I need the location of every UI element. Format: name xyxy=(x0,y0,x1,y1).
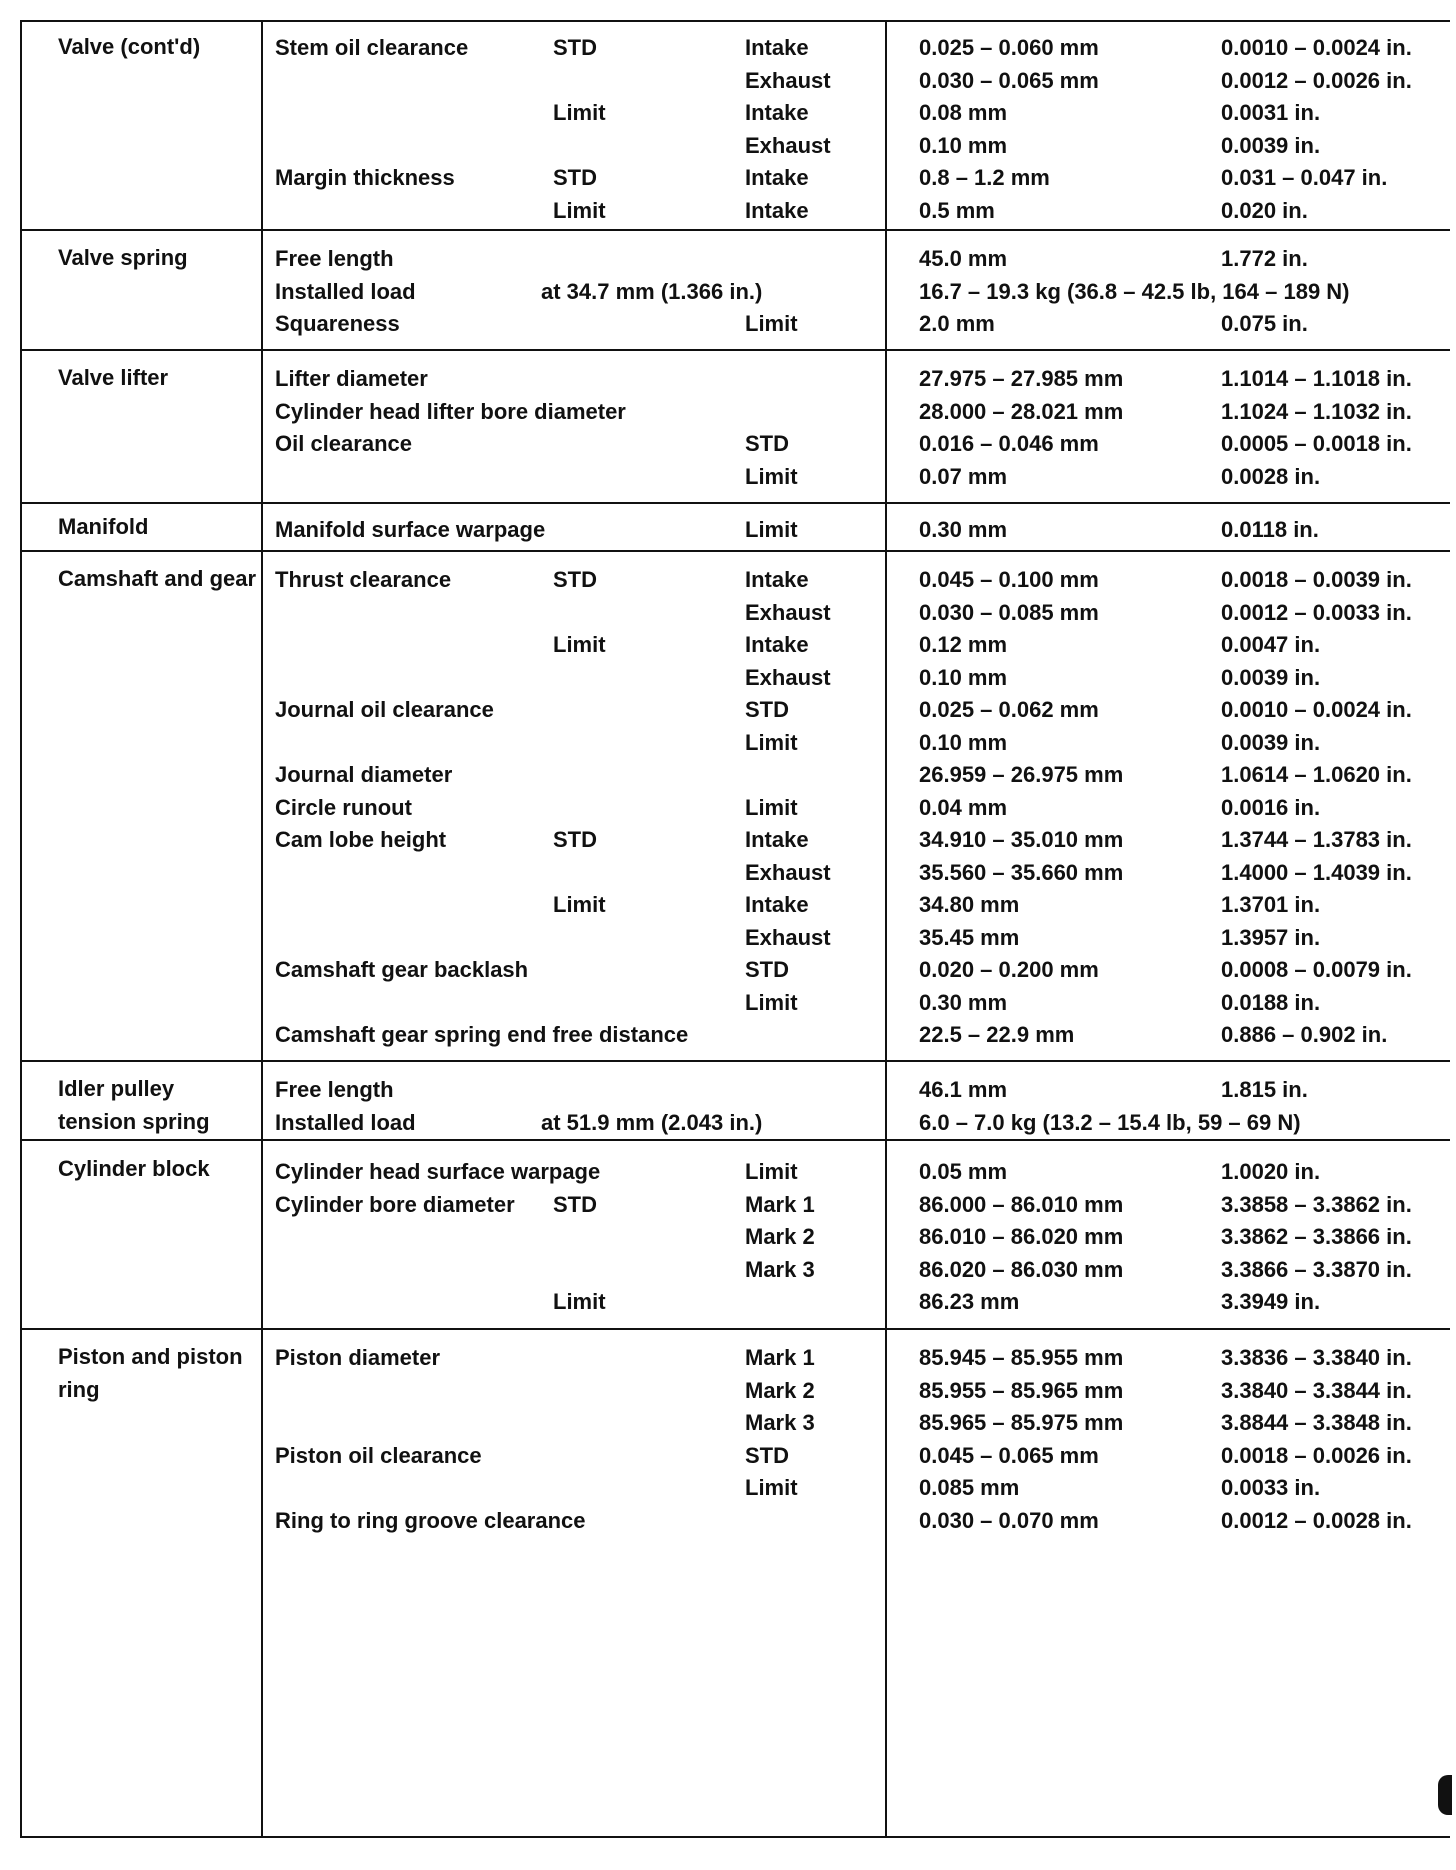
spec-condition: Exhaust xyxy=(745,599,831,625)
imperial-value: 0.0028 in. xyxy=(1221,463,1321,489)
imperial-value: 3.3866 – 3.3870 in. xyxy=(1221,1256,1412,1282)
metric-value: 0.5 mm xyxy=(919,197,995,223)
spec-table xyxy=(20,20,1450,1838)
spec-condition: Mark 1 xyxy=(745,1191,815,1217)
spec-grade: Limit xyxy=(553,1289,606,1314)
spec-condition: Limit xyxy=(745,1475,798,1500)
spec-item: Oil clearance xyxy=(275,431,412,456)
imperial-value: 1.4000 – 1.4039 in. xyxy=(1221,859,1412,885)
metric-value: 0.10 mm xyxy=(919,132,1008,158)
metric-value: 22.5 – 22.9 mm xyxy=(919,1022,1075,1047)
metric-value: 0.045 – 0.100 mm xyxy=(919,567,1099,592)
category-label: Camshaft and gear xyxy=(58,566,257,591)
metric-value: 86.23 mm xyxy=(919,1289,1020,1314)
spec-qualifier: at 51.9 mm (2.043 in.) xyxy=(541,1109,763,1135)
imperial-value: 3.3862 – 3.3866 in. xyxy=(1221,1224,1412,1249)
section-valve-cont-d xyxy=(22,22,1450,229)
spec-condition: Intake xyxy=(745,35,809,60)
spec-row xyxy=(263,304,1450,343)
spec-condition: Intake xyxy=(745,165,809,190)
spec-grade: STD xyxy=(553,567,597,592)
imperial-value: 0.0018 – 0.0039 in. xyxy=(1221,567,1412,592)
category-label: Valve (cont'd) xyxy=(58,34,201,59)
combined-value: 16.7 – 19.3 kg (36.8 – 42.5 lb, 164 – 189 N) xyxy=(919,278,1350,304)
spec-item: Cylinder head surface warpage xyxy=(275,1159,601,1184)
spec-condition: Mark 3 xyxy=(745,1256,815,1282)
spec-condition: Limit xyxy=(745,989,798,1015)
spec-item: Circle runout xyxy=(275,794,412,820)
metric-value: 34.910 – 35.010 mm xyxy=(919,827,1124,852)
imperial-value: 3.3840 – 3.3844 in. xyxy=(1221,1377,1412,1403)
spec-item: Squareness xyxy=(275,311,400,336)
imperial-value: 0.0010 – 0.0024 in. xyxy=(1221,35,1412,60)
imperial-value: 0.0188 in. xyxy=(1221,989,1321,1015)
imperial-value: 1.1024 – 1.1032 in. xyxy=(1221,398,1412,424)
metric-value: 45.0 mm xyxy=(919,246,1008,271)
spec-condition: Intake xyxy=(745,100,809,125)
metric-value: 85.965 – 85.975 mm xyxy=(919,1410,1124,1435)
imperial-value: 1.3701 in. xyxy=(1221,892,1321,917)
spec-grade: Limit xyxy=(553,632,606,657)
metric-value: 2.0 mm xyxy=(919,311,995,336)
spec-condition: Exhaust xyxy=(745,67,831,93)
spec-item: Free length xyxy=(275,246,394,271)
imperial-value: 0.020 in. xyxy=(1221,197,1308,223)
imperial-value: 0.0039 in. xyxy=(1221,664,1321,690)
spec-row xyxy=(263,510,1450,549)
spec-grade: Limit xyxy=(553,892,606,917)
spec-condition: Intake xyxy=(745,197,809,223)
metric-value: 86.020 – 86.030 mm xyxy=(919,1256,1124,1282)
spec-condition: Limit xyxy=(745,729,798,755)
spec-item: Piston diameter xyxy=(275,1345,441,1370)
metric-value: 0.10 mm xyxy=(919,664,1008,690)
metric-value: 35.45 mm xyxy=(919,924,1020,950)
metric-value: 0.30 mm xyxy=(919,517,1008,542)
metric-value: 0.025 – 0.060 mm xyxy=(919,35,1099,60)
section-piston-and-piston-ring xyxy=(22,1328,1450,1840)
metric-value: 86.010 – 86.020 mm xyxy=(919,1224,1124,1249)
metric-value: 0.016 – 0.046 mm xyxy=(919,431,1099,456)
imperial-value: 0.0118 in. xyxy=(1221,517,1319,542)
imperial-value: 0.0005 – 0.0018 in. xyxy=(1221,431,1412,456)
spec-item: Free length xyxy=(275,1077,394,1102)
spec-condition: STD xyxy=(745,697,789,722)
spec-item: Camshaft gear backlash xyxy=(275,957,529,982)
imperial-value: 1.0614 – 1.0620 in. xyxy=(1221,762,1412,787)
spec-grade: STD xyxy=(553,827,597,852)
spec-item: Installed load xyxy=(275,278,416,304)
spec-condition: Mark 2 xyxy=(745,1377,815,1403)
metric-value: 0.8 – 1.2 mm xyxy=(919,165,1050,190)
metric-value: 46.1 mm xyxy=(919,1077,1008,1102)
spec-condition: Intake xyxy=(745,892,809,917)
spec-condition: Intake xyxy=(745,567,809,592)
spec-condition: STD xyxy=(745,957,789,982)
spec-condition: Exhaust xyxy=(745,132,831,158)
imperial-value: 3.3949 in. xyxy=(1221,1289,1321,1314)
page-edge-tab xyxy=(1438,1775,1452,1815)
category-label: Idler pulley tension spring xyxy=(58,1076,210,1134)
section-valve-lifter xyxy=(22,349,1450,502)
metric-value: 0.04 mm xyxy=(919,794,1008,820)
metric-value: 0.30 mm xyxy=(919,989,1008,1015)
metric-value: 0.030 – 0.070 mm xyxy=(919,1507,1099,1533)
spec-item: Camshaft gear spring end free distance xyxy=(275,1022,689,1047)
imperial-value: 0.0047 in. xyxy=(1221,632,1321,657)
section-camshaft-and-gear xyxy=(22,550,1450,1060)
spec-condition: Mark 1 xyxy=(745,1345,815,1370)
spec-condition: Exhaust xyxy=(745,664,831,690)
metric-value: 0.07 mm xyxy=(919,463,1008,489)
spec-grade: STD xyxy=(553,35,597,60)
metric-value: 0.12 mm xyxy=(919,632,1008,657)
imperial-value: 1.1014 – 1.1018 in. xyxy=(1221,366,1412,391)
metric-value: 0.08 mm xyxy=(919,100,1008,125)
spec-row xyxy=(263,1501,1450,1540)
spec-item: Piston oil clearance xyxy=(275,1442,482,1468)
imperial-value: 1.815 in. xyxy=(1221,1077,1308,1102)
spec-item: Journal diameter xyxy=(275,762,453,787)
imperial-value: 3.3858 – 3.3862 in. xyxy=(1221,1191,1412,1217)
metric-value: 0.030 – 0.085 mm xyxy=(919,599,1099,625)
category-label: Cylinder block xyxy=(58,1156,210,1181)
metric-value: 27.975 – 27.985 mm xyxy=(919,366,1124,391)
section-cylinder-block xyxy=(22,1139,1450,1328)
section-idler-pulley-tension-spring xyxy=(22,1060,1450,1139)
metric-value: 85.945 – 85.955 mm xyxy=(919,1345,1124,1370)
spec-grade: Limit xyxy=(553,197,606,223)
imperial-value: 1.3957 in. xyxy=(1221,924,1321,950)
metric-value: 35.560 – 35.660 mm xyxy=(919,859,1124,885)
spec-grade: STD xyxy=(553,165,597,190)
spec-item: Cylinder bore diameter xyxy=(275,1191,515,1217)
spec-condition: Limit xyxy=(745,794,798,820)
imperial-value: 1.3744 – 1.3783 in. xyxy=(1221,827,1412,852)
section-valve-spring xyxy=(22,229,1450,349)
section-manifold xyxy=(22,502,1450,550)
spec-grade: STD xyxy=(553,1191,597,1217)
spec-row xyxy=(263,191,1450,230)
spec-condition: STD xyxy=(745,431,789,456)
imperial-value: 0.0039 in. xyxy=(1221,132,1321,158)
category-label: Piston and piston ring xyxy=(58,1344,243,1402)
metric-value: 0.025 – 0.062 mm xyxy=(919,697,1099,722)
imperial-value: 0.0031 in. xyxy=(1221,100,1321,125)
imperial-value: 0.0012 – 0.0028 in. xyxy=(1221,1507,1412,1533)
imperial-value: 0.0016 in. xyxy=(1221,794,1321,820)
spec-qualifier: at 34.7 mm (1.366 in.) xyxy=(541,278,763,304)
spec-item: Thrust clearance xyxy=(275,567,452,592)
spec-condition: Mark 2 xyxy=(745,1224,815,1249)
spec-condition: STD xyxy=(745,1442,789,1468)
spec-condition: Exhaust xyxy=(745,859,831,885)
imperial-value: 0.031 – 0.047 in. xyxy=(1221,165,1388,190)
spec-condition: Exhaust xyxy=(745,924,831,950)
metric-value: 28.000 – 28.021 mm xyxy=(919,398,1124,424)
imperial-value: 0.0039 in. xyxy=(1221,729,1321,755)
imperial-value: 0.0008 – 0.0079 in. xyxy=(1221,957,1412,982)
imperial-value: 0.0012 – 0.0033 in. xyxy=(1221,599,1412,625)
metric-value: 0.05 mm xyxy=(919,1159,1008,1184)
metric-value: 0.10 mm xyxy=(919,729,1008,755)
spec-grade: Limit xyxy=(553,100,606,125)
imperial-value: 0.0033 in. xyxy=(1221,1475,1321,1500)
metric-value: 0.020 – 0.200 mm xyxy=(919,957,1099,982)
imperial-value: 0.075 in. xyxy=(1221,311,1308,336)
spec-condition: Mark 3 xyxy=(745,1410,815,1435)
spec-condition: Limit xyxy=(745,311,798,336)
imperial-value: 1.772 in. xyxy=(1221,246,1308,271)
metric-value: 0.030 – 0.065 mm xyxy=(919,67,1099,93)
spec-item: Installed load xyxy=(275,1109,416,1135)
category-label: Valve spring xyxy=(58,245,188,270)
spec-row xyxy=(263,1015,1450,1054)
spec-item: Lifter diameter xyxy=(275,366,428,391)
metric-value: 0.085 mm xyxy=(919,1475,1020,1500)
category-label: Manifold xyxy=(58,514,149,539)
metric-value: 26.959 – 26.975 mm xyxy=(919,762,1124,787)
spec-item: Stem oil clearance xyxy=(275,35,469,60)
spec-item: Ring to ring groove clearance xyxy=(275,1507,586,1533)
metric-value: 34.80 mm xyxy=(919,892,1020,917)
spec-item: Journal oil clearance xyxy=(275,697,494,722)
spec-condition: Limit xyxy=(745,463,798,489)
spec-item: Cam lobe height xyxy=(275,827,447,852)
metric-value: 85.955 – 85.965 mm xyxy=(919,1377,1124,1403)
spec-condition: Intake xyxy=(745,632,809,657)
spec-row xyxy=(263,1103,1450,1142)
spec-condition: Intake xyxy=(745,827,809,852)
spec-row xyxy=(263,1282,1450,1321)
spec-item: Manifold surface warpage xyxy=(275,517,546,542)
imperial-value: 0.0010 – 0.0024 in. xyxy=(1221,697,1412,722)
imperial-value: 0.886 – 0.902 in. xyxy=(1221,1022,1388,1047)
imperial-value: 3.3836 – 3.3840 in. xyxy=(1221,1345,1412,1370)
spec-item: Margin thickness xyxy=(275,165,455,190)
spec-row xyxy=(263,457,1450,496)
spec-condition: Limit xyxy=(745,1159,798,1184)
imperial-value: 3.8844 – 3.3848 in. xyxy=(1221,1410,1412,1435)
metric-value: 86.000 – 86.010 mm xyxy=(919,1191,1124,1217)
category-label: Valve lifter xyxy=(58,365,169,390)
imperial-value: 1.0020 in. xyxy=(1221,1159,1321,1184)
combined-value: 6.0 – 7.0 kg (13.2 – 15.4 lb, 59 – 69 N) xyxy=(919,1109,1301,1135)
imperial-value: 0.0018 – 0.0026 in. xyxy=(1221,1442,1412,1468)
spec-condition: Limit xyxy=(745,517,798,542)
metric-value: 0.045 – 0.065 mm xyxy=(919,1442,1099,1468)
spec-item: Cylinder head lifter bore diameter xyxy=(275,398,626,424)
imperial-value: 0.0012 – 0.0026 in. xyxy=(1221,67,1412,93)
